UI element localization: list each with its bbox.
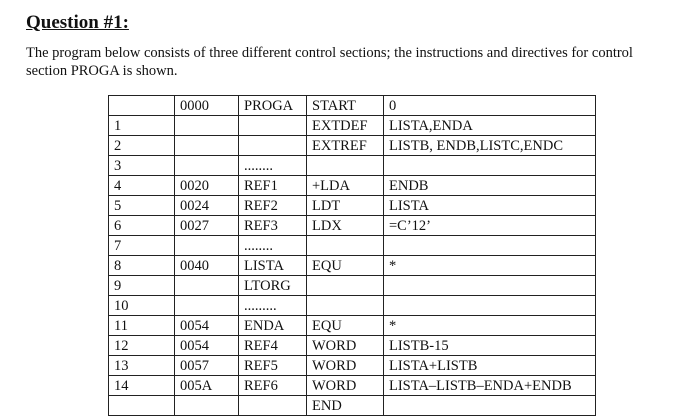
operand-cell: *	[384, 316, 596, 336]
operand-cell	[384, 236, 596, 256]
program-table	[108, 95, 596, 416]
label-cell: .........	[239, 296, 307, 316]
table-row	[109, 336, 596, 356]
label-cell	[239, 116, 307, 136]
label-cell: LISTA	[239, 256, 307, 276]
label-cell: ........	[239, 156, 307, 176]
operand-cell: 0	[384, 96, 596, 116]
table-row	[109, 296, 596, 316]
address-cell	[175, 396, 239, 416]
operand-cell	[384, 156, 596, 176]
address-cell: 0040	[175, 256, 239, 276]
address-cell	[175, 156, 239, 176]
line-number-cell: 6	[109, 216, 175, 236]
opcode-cell	[307, 276, 384, 296]
opcode-cell: EXTREF	[307, 136, 384, 156]
table-row	[109, 356, 596, 376]
address-cell	[175, 276, 239, 296]
address-cell	[175, 136, 239, 156]
label-cell: ENDA	[239, 316, 307, 336]
table-row	[109, 96, 596, 116]
table-row	[109, 236, 596, 256]
label-cell: LTORG	[239, 276, 307, 296]
address-cell	[175, 116, 239, 136]
line-number-cell: 5	[109, 196, 175, 216]
line-number-cell: 7	[109, 236, 175, 256]
line-number-cell: 4	[109, 176, 175, 196]
table-row	[109, 396, 596, 416]
line-number-cell: 1	[109, 116, 175, 136]
line-number-cell	[109, 396, 175, 416]
label-cell: REF1	[239, 176, 307, 196]
table-row	[109, 316, 596, 336]
opcode-cell: WORD	[307, 336, 384, 356]
operand-cell: *	[384, 256, 596, 276]
table-row	[109, 196, 596, 216]
label-cell	[239, 396, 307, 416]
question-title: Question #1:	[26, 12, 129, 33]
line-number-cell: 10	[109, 296, 175, 316]
label-cell: REF4	[239, 336, 307, 356]
operand-cell	[384, 276, 596, 296]
operand-cell: LISTA	[384, 196, 596, 216]
line-number-cell: 9	[109, 276, 175, 296]
table-row	[109, 176, 596, 196]
opcode-cell: WORD	[307, 356, 384, 376]
label-cell: REF5	[239, 356, 307, 376]
label-cell: ........	[239, 236, 307, 256]
label-cell: REF3	[239, 216, 307, 236]
operand-cell: LISTA,ENDA	[384, 116, 596, 136]
table-row	[109, 116, 596, 136]
opcode-cell: WORD	[307, 376, 384, 396]
label-cell: PROGA	[239, 96, 307, 116]
address-cell: 0054	[175, 316, 239, 336]
opcode-cell: +LDA	[307, 176, 384, 196]
label-cell: REF2	[239, 196, 307, 216]
opcode-cell	[307, 236, 384, 256]
table-row	[109, 276, 596, 296]
line-number-cell: 11	[109, 316, 175, 336]
table-row	[109, 156, 596, 176]
label-cell: REF6	[239, 376, 307, 396]
operand-cell	[384, 396, 596, 416]
operand-cell: LISTB-15	[384, 336, 596, 356]
opcode-cell: EQU	[307, 256, 384, 276]
line-number-cell: 12	[109, 336, 175, 356]
opcode-cell: START	[307, 96, 384, 116]
opcode-cell	[307, 156, 384, 176]
line-number-cell: 13	[109, 356, 175, 376]
line-number-cell: 8	[109, 256, 175, 276]
line-number-cell: 3	[109, 156, 175, 176]
question-intro: The program below consists of three different control sections; the instructions and directives for control section PROGA is shown.	[26, 45, 633, 79]
opcode-cell: LDT	[307, 196, 384, 216]
operand-cell: LISTA+LISTB	[384, 356, 596, 376]
operand-cell: =C’12’	[384, 216, 596, 236]
program-table-body	[109, 96, 596, 416]
table-row	[109, 256, 596, 276]
label-cell	[239, 136, 307, 156]
address-cell: 0054	[175, 336, 239, 356]
table-row	[109, 376, 596, 396]
operand-cell: ENDB	[384, 176, 596, 196]
address-cell: 0024	[175, 196, 239, 216]
operand-cell: LISTB, ENDB,LISTC,ENDC	[384, 136, 596, 156]
opcode-cell: LDX	[307, 216, 384, 236]
address-cell: 0057	[175, 356, 239, 376]
line-number-cell	[109, 96, 175, 116]
opcode-cell	[307, 296, 384, 316]
table-row	[109, 216, 596, 236]
address-cell: 0000	[175, 96, 239, 116]
table-row	[109, 136, 596, 156]
line-number-cell: 2	[109, 136, 175, 156]
operand-cell	[384, 296, 596, 316]
opcode-cell: END	[307, 396, 384, 416]
address-cell	[175, 236, 239, 256]
address-cell: 0027	[175, 216, 239, 236]
line-number-cell: 14	[109, 376, 175, 396]
address-cell	[175, 296, 239, 316]
opcode-cell: EQU	[307, 316, 384, 336]
address-cell: 005A	[175, 376, 239, 396]
address-cell: 0020	[175, 176, 239, 196]
operand-cell: LISTA–LISTB–ENDA+ENDB	[384, 376, 596, 396]
opcode-cell: EXTDEF	[307, 116, 384, 136]
